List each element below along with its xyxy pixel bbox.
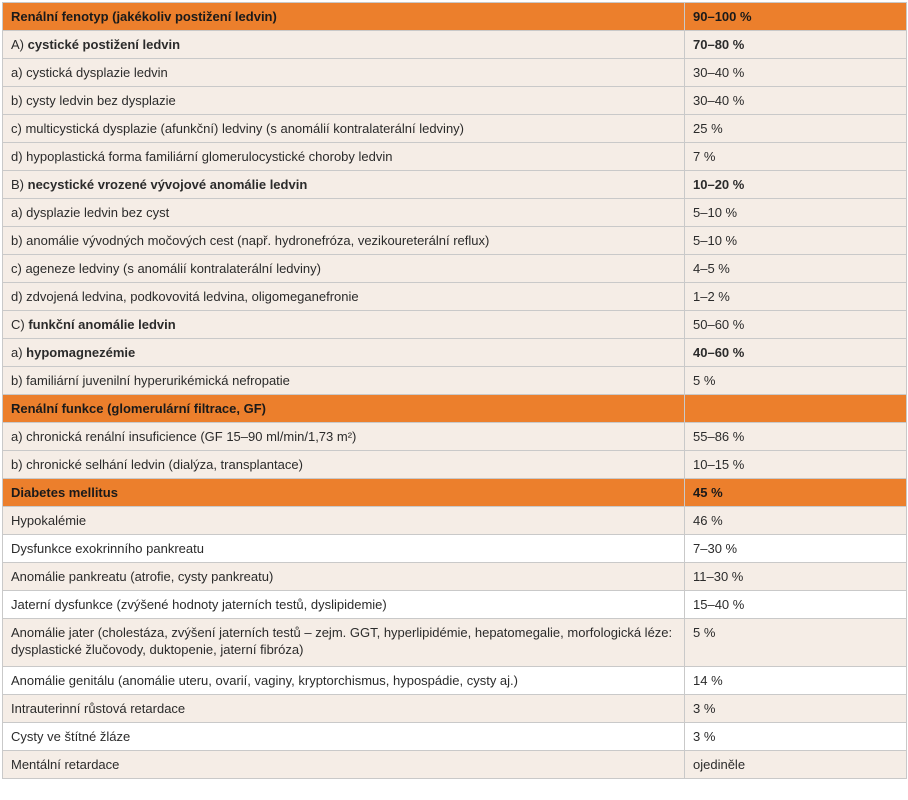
row-label-cell (3, 255, 685, 283)
row-prefix: B) (11, 177, 28, 192)
row-label-cell (3, 115, 685, 143)
row-value: 30–40 % (693, 65, 745, 80)
row-value: 10–15 % (693, 457, 745, 472)
row-label-cell (3, 367, 685, 395)
row-value: 3 % (693, 729, 716, 744)
phenotype-table (2, 2, 907, 779)
section-header-row (3, 479, 907, 507)
section-header-row (3, 395, 907, 423)
row-label-cell (3, 283, 685, 311)
row-value-cell (685, 171, 907, 199)
table-row (3, 199, 907, 227)
row-value-cell (685, 751, 907, 779)
row-value-cell (685, 395, 907, 423)
row-value-cell (685, 619, 907, 667)
row-value-cell (685, 667, 907, 695)
row-label: funkční anomálie ledvin (28, 317, 176, 332)
row-value-cell (685, 451, 907, 479)
row-value-cell (685, 255, 907, 283)
row-label: cystické postižení ledvin (27, 37, 181, 52)
row-value-cell (685, 695, 907, 723)
table-row (3, 591, 907, 619)
row-label-cell (3, 667, 685, 695)
row-label: b) familiární juvenilní hyperurikémická nefropatie (11, 373, 290, 388)
row-label: d) zdvojená ledvina, podkovovitá ledvina, oligomeganefronie (11, 289, 359, 304)
row-value-cell (685, 115, 907, 143)
section-header-row (3, 3, 907, 31)
table-row (3, 87, 907, 115)
table-row (3, 563, 907, 591)
table-row (3, 115, 907, 143)
row-label-cell (3, 59, 685, 87)
row-value-cell (685, 199, 907, 227)
table-row (3, 451, 907, 479)
row-value: 40–60 % (693, 345, 745, 360)
row-label: Hypokalémie (11, 513, 87, 528)
row-value-cell (685, 507, 907, 535)
row-label-cell (3, 87, 685, 115)
row-label-cell (3, 143, 685, 171)
row-label-cell (3, 695, 685, 723)
table-row (3, 751, 907, 779)
row-label: Intrauterinní růstová retardace (11, 701, 186, 716)
row-label-cell (3, 227, 685, 255)
row-label: Dysfunkce exokrinního pankreatu (11, 541, 204, 556)
row-value: 14 % (693, 673, 723, 688)
row-label: Anomálie pankreatu (atrofie, cysty pankreatu) (11, 569, 274, 584)
row-label: a) cystická dysplazie ledvin (11, 65, 168, 80)
row-value: 55–86 % (693, 429, 745, 444)
row-label: Mentální retardace (11, 757, 120, 772)
row-value-cell (685, 591, 907, 619)
table-row (3, 507, 907, 535)
row-value: 11–30 % (693, 569, 744, 584)
row-value: 46 % (693, 513, 723, 528)
row-value-cell (685, 367, 907, 395)
row-prefix: A) (11, 37, 28, 52)
row-value: 5 % (693, 373, 716, 388)
row-value-cell (685, 563, 907, 591)
row-label-cell (3, 199, 685, 227)
row-label: a) chronická renální insuficience (GF 15–90 ml/min/1,73 m²) (11, 429, 357, 444)
row-value-cell (685, 723, 907, 751)
table-row (3, 535, 907, 563)
row-value: 15–40 % (693, 597, 745, 612)
table-row (3, 723, 907, 751)
row-value: 50–60 % (693, 317, 745, 332)
row-label-cell (3, 31, 685, 59)
row-label-cell (3, 619, 685, 667)
row-value: 4–5 % (693, 261, 730, 276)
table-row (3, 667, 907, 695)
row-value: 7–30 % (693, 541, 738, 556)
row-label-cell (3, 171, 685, 199)
table-row (3, 619, 907, 667)
row-value: ojediněle (693, 757, 746, 772)
table-row (3, 339, 907, 367)
row-label: Diabetes mellitus (11, 485, 118, 500)
row-value-cell (685, 87, 907, 115)
row-label: Renální fenotyp (jakékoliv postižení ledvin) (11, 9, 277, 24)
row-label: Cysty ve štítné žláze (11, 729, 131, 744)
row-label: Anomálie jater (cholestáza, zvýšení jaterních testů – zejm. GGT, hyperlipidémie, hepatomegalie, morfologická léze: dysplastické žlučovody, duktopenie, jaterní fibróza) (11, 625, 673, 657)
row-value-cell (685, 423, 907, 451)
row-value-cell (685, 479, 907, 507)
row-label: b) cysty ledvin bez dysplazie (11, 93, 176, 108)
row-value-cell (685, 59, 907, 87)
table-row (3, 255, 907, 283)
table-row (3, 143, 907, 171)
row-value-cell (685, 143, 907, 171)
table-row (3, 695, 907, 723)
table-row (3, 283, 907, 311)
row-value: 45 % (693, 485, 723, 500)
row-label: b) anomálie vývodných močových cest (např. hydronefróza, vezikoureterální reflux) (11, 233, 490, 248)
row-value: 7 % (693, 149, 716, 164)
row-label-cell (3, 535, 685, 563)
row-value: 90–100 % (693, 9, 752, 24)
row-label-cell (3, 395, 685, 423)
row-label: c) ageneze ledviny (s anomálií kontralaterální ledviny) (11, 261, 321, 276)
row-label: Jaterní dysfunkce (zvýšené hodnoty jaterních testů, dyslipidemie) (11, 597, 387, 612)
table-row (3, 59, 907, 87)
row-label-cell (3, 751, 685, 779)
row-label-cell (3, 723, 685, 751)
table-row (3, 311, 907, 339)
row-label-cell (3, 591, 685, 619)
row-label: a) dysplazie ledvin bez cyst (11, 205, 170, 220)
row-label: b) chronické selhání ledvin (dialýza, transplantace) (11, 457, 303, 472)
row-label-cell (3, 507, 685, 535)
table-row (3, 171, 907, 199)
row-value-cell (685, 311, 907, 339)
table-row (3, 31, 907, 59)
row-label: c) multicystická dysplazie (afunkční) ledviny (s anomálií kontralaterální ledviny) (11, 121, 465, 136)
table-row (3, 367, 907, 395)
table-row (3, 423, 907, 451)
row-label: Renální funkce (glomerulární filtrace, GF) (11, 401, 266, 416)
row-prefix: a) (11, 345, 27, 360)
row-label-cell (3, 339, 685, 367)
row-value: 70–80 % (693, 37, 745, 52)
table-row (3, 227, 907, 255)
table-body (3, 3, 907, 779)
row-value-cell (685, 31, 907, 59)
row-value: 5–10 % (693, 233, 738, 248)
row-label-cell (3, 451, 685, 479)
row-label: hypomagnezémie (26, 345, 136, 360)
row-value-cell (685, 227, 907, 255)
row-prefix: C) (11, 317, 29, 332)
row-label-cell (3, 3, 685, 31)
row-value: 5 % (693, 625, 716, 640)
row-value: 10–20 % (693, 177, 745, 192)
row-value-cell (685, 535, 907, 563)
row-value: 3 % (693, 701, 716, 716)
row-label-cell (3, 563, 685, 591)
row-label-cell (3, 423, 685, 451)
row-value-cell (685, 283, 907, 311)
row-label-cell (3, 479, 685, 507)
row-value-cell (685, 3, 907, 31)
row-value: 5–10 % (693, 205, 738, 220)
row-label: d) hypoplastická forma familiární glomerulocystické choroby ledvin (11, 149, 393, 164)
row-value: 25 % (693, 121, 723, 136)
row-value-cell (685, 339, 907, 367)
row-label: Anomálie genitálu (anomálie uteru, ovarií, vaginy, kryptorchismus, hypospádie, cysty aj.) (11, 673, 518, 688)
row-value: 30–40 % (693, 93, 745, 108)
phenotype-table-container (2, 2, 906, 779)
row-label: necystické vrozené vývojové anomálie ledvin (27, 177, 308, 192)
row-value: 1–2 % (693, 289, 730, 304)
row-label-cell (3, 311, 685, 339)
